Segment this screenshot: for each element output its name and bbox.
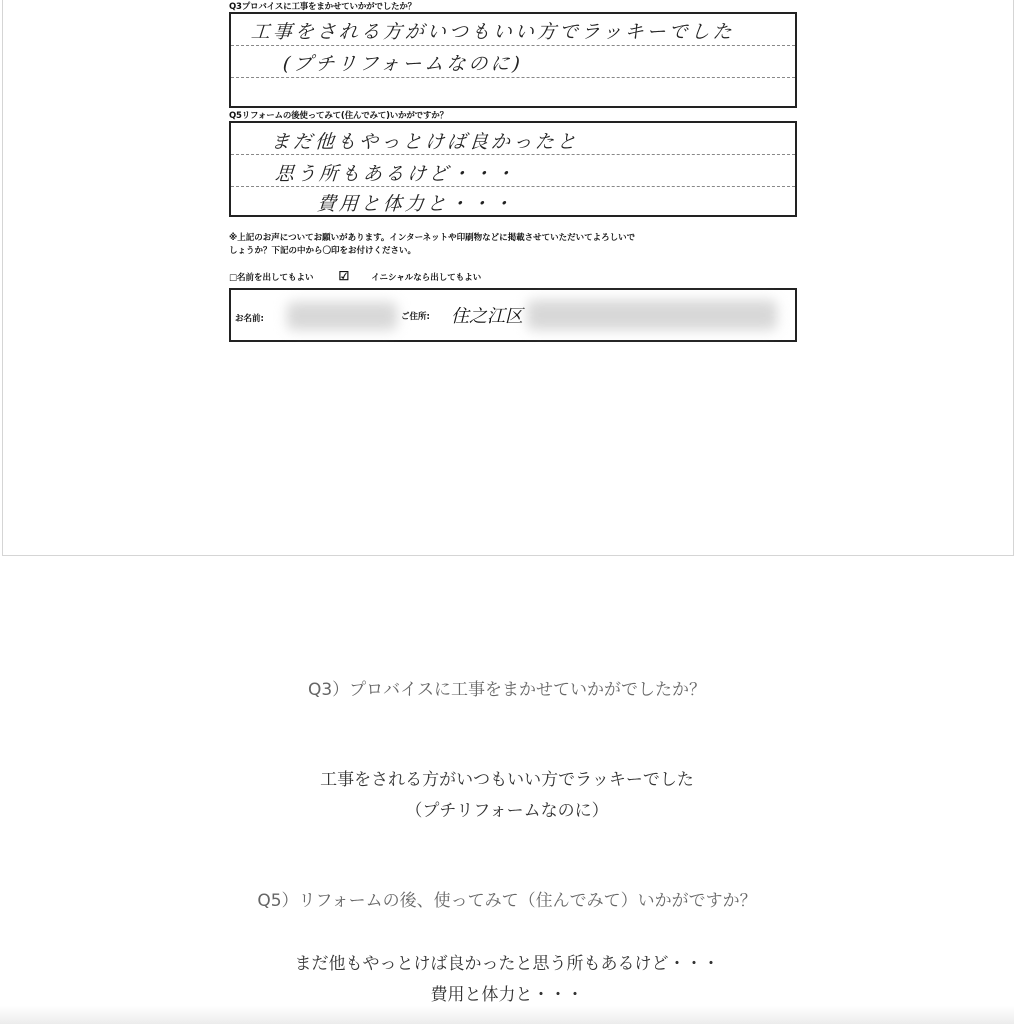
scan-q3-handwriting-line2: (プチリフォームなのに) [282, 53, 524, 75]
scan-q5-handwriting-line3: 費用と体力と・・・ [316, 193, 516, 215]
transcript-q3-answer-line2: （プチリフォームなのに） [405, 801, 609, 821]
scan-consent-note [229, 232, 801, 258]
scan-answer-rule [231, 77, 795, 78]
transcript-q5-answer-line1: まだ他もやっとけば良かったと思う所もあるけど・・・ [294, 954, 720, 974]
scan-q5-label: Q5リフォームの後使ってみて(住んでみて)いかがですか？ [229, 111, 448, 121]
scan-consent-note-line1: ※上記のお声についてお願いがあります。インターネットや印刷物などに掲載させていただいてよろしいで [229, 233, 636, 243]
survey-form-image [225, 0, 801, 348]
transcript-q3-question: Q3）プロバイスに工事をまかせていかがでしたか？ [307, 680, 707, 700]
scan-option-name: □名前を出してもよい [229, 273, 314, 283]
scan-q3-answer-box [229, 12, 797, 108]
scan-answer-rule [231, 154, 795, 155]
transcript-q3-answer-line1: 工事をされる方がいつもいい方でラッキーでした [320, 770, 694, 790]
scan-address-handwriting: 住之江区 [451, 306, 523, 327]
checkbox-checked-icon: ☑ [338, 269, 350, 283]
scan-consent-note-line2: しょうか？下記の中から〇印をお付けください。 [229, 246, 417, 256]
redacted-address-blur [527, 300, 777, 330]
scan-q5-handwriting-line2: 思う所もあるけど・・・ [274, 163, 518, 185]
scan-consent-options [229, 269, 525, 283]
scan-option-initial: ☑ イニシャルなら出してもよい [338, 269, 482, 283]
scan-name-address-box [229, 288, 797, 342]
scan-address-label: ご住所: [401, 312, 430, 322]
scan-answer-rule [231, 186, 795, 187]
scan-q5-answer-box [229, 121, 797, 217]
scan-q3-handwriting-line1: 工事をされる方がいつもいい方でラッキーでした [250, 21, 736, 43]
scan-q3-label: Q3プロバイスに工事をまかせていかがでしたか？ [229, 2, 416, 12]
transcript-q5-question: Q5）リフォームの後、使ってみて（住んでみて）いかがですか？ [257, 891, 757, 911]
survey-scan-frame [2, 0, 1014, 556]
scan-q5-handwriting-line1: まだ他もやっとけば良かったと [270, 131, 580, 153]
bottom-shadow [0, 1006, 1014, 1024]
scan-name-label: お名前: [235, 314, 264, 324]
transcript-q5-answer-line2: 費用と体力と・・・ [430, 985, 584, 1005]
redacted-name-blur [287, 302, 397, 330]
scan-answer-rule [231, 45, 795, 46]
